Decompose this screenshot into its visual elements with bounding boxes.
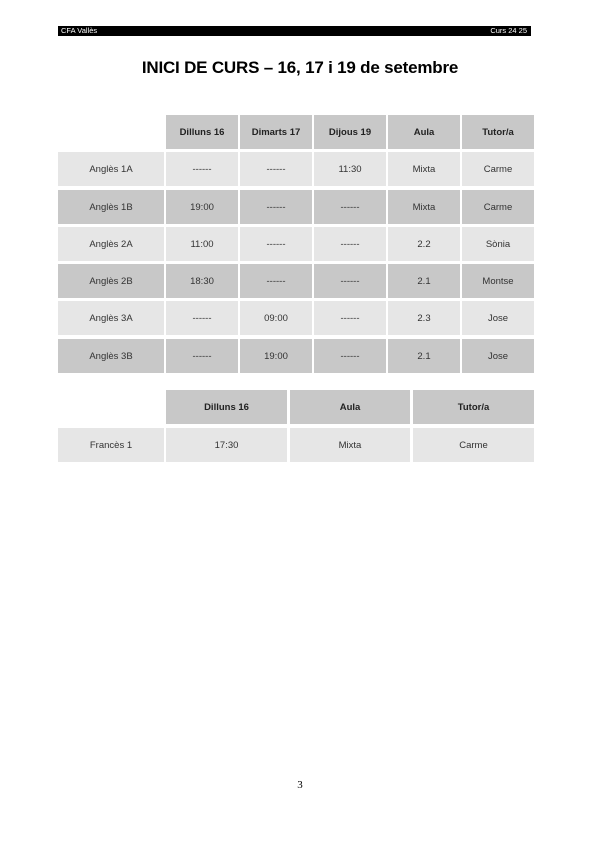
column-header-dilluns: Dilluns 16 [166,115,238,149]
table-cell: 11:00 [166,227,238,261]
table-cell: Carme [462,152,534,186]
page-title: INICI DE CURS – 16, 17 i 19 de setembre [141,58,459,77]
table-cell: ------ [314,190,386,224]
row-label: Anglès 2B [58,264,164,298]
table-cell: Montse [462,264,534,298]
column-header-aula: Aula [388,115,460,149]
table-cell: Sònia [462,227,534,261]
table-cell: ------ [314,301,386,335]
table-cell: 09:00 [240,301,312,335]
table-cell: Jose [462,339,534,373]
document-header [58,26,531,36]
row-label: Anglès 2A [58,227,164,261]
column-header-dimarts: Dimarts 17 [240,115,312,149]
header-course-year: Curs 24 25 [490,26,527,35]
table-cell: 18:30 [166,264,238,298]
table-cell: Carme [413,428,534,462]
column-header-tutor: Tutor/a [462,115,534,149]
table-cell: ------ [166,339,238,373]
table-cell: ------ [314,227,386,261]
table-cell: 2.2 [388,227,460,261]
table-cell: 2.1 [388,264,460,298]
table-cell: Mixta [290,428,410,462]
table-cell: Mixta [388,152,460,186]
header-institution: CFA Vallès [61,26,98,35]
table-cell: 19:00 [166,190,238,224]
table-cell: 2.3 [388,301,460,335]
table-cell: 19:00 [240,339,312,373]
table-cell: ------ [166,301,238,335]
column-header-aula: Aula [290,390,410,424]
page-number: 3 [297,779,303,791]
table-cell: 17:30 [166,428,287,462]
table-cell: Jose [462,301,534,335]
table-cell: ------ [240,152,312,186]
table-cell: 11:30 [314,152,386,186]
table-cell: ------ [166,152,238,186]
row-label: Anglès 3B [58,339,164,373]
table-cell: ------ [314,264,386,298]
table-cell: ------ [314,339,386,373]
table-cell: ------ [240,227,312,261]
column-header-tutor: Tutor/a [413,390,534,424]
row-label: Anglès 1A [58,152,164,186]
table-cell: 2.1 [388,339,460,373]
table-cell: ------ [240,264,312,298]
table-cell: ------ [240,190,312,224]
column-header-dilluns: Dilluns 16 [166,390,287,424]
row-label: Anglès 1B [58,190,164,224]
column-header-dijous: Dijous 19 [314,115,386,149]
table-cell: Carme [462,190,534,224]
row-label: Francès 1 [58,428,164,462]
row-label: Anglès 3A [58,301,164,335]
table-cell: Mixta [388,190,460,224]
